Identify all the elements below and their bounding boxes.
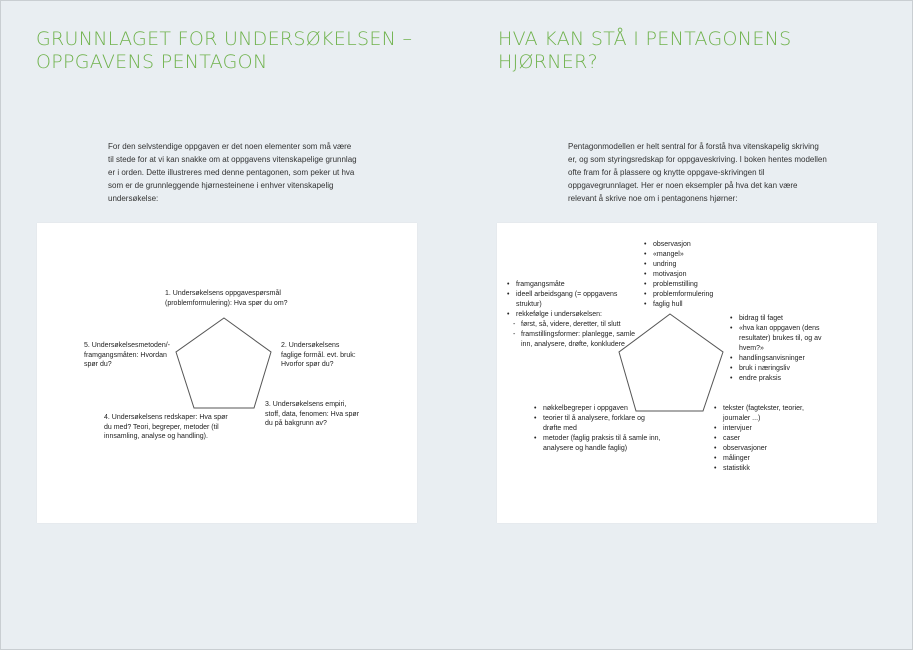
list-item: • endre praksis — [730, 374, 840, 384]
top-corner-list — [644, 240, 744, 310]
list-item: • caser — [714, 434, 824, 444]
list-item: • teorier til å analysere, forklare og drøfte med — [534, 414, 662, 434]
list-item: • observasjon — [644, 240, 744, 250]
heading-left: GRUNNLAGET FOR UNDERSØKELSEN – OPPGAVENS PENTAGON — [36, 28, 413, 73]
list-item: • problemformulering — [644, 290, 744, 300]
intro-text-right: Pentagonmodellen er helt sentral for å forstå hva vitenskapelig skriving er, og som styringsredskap for oppgaveskriving. I boken hentes modellen ofte fram for å plassere og knytte oppgave-skrivingen til oppgavegrunnlaget. Her er noen eksempler på hva det kan være relevant å skrive noe om i pentagonens hjørner: — [568, 142, 827, 203]
list-item: • undring — [644, 260, 744, 270]
list-item: • målinger — [714, 454, 824, 464]
corner-2-label: 2. Undersøkelsens faglige formål. evt. bruk: Hvorfor spør du? — [281, 342, 356, 368]
heading-right: HVA KAN STÅ I PENTAGONENS HJØRNER? — [498, 28, 792, 73]
corner-1-label: 1. Undersøkelsens oppgavespørsmål (problemformulering): Hva spør du om? — [165, 290, 288, 307]
list-item: • intervjuer — [714, 424, 824, 434]
list-item: • faglig hull — [644, 300, 744, 310]
intro-text-left: For den selvstendige oppgaven er det noen elementer som må være til stede for at vi kan snakke om at oppgavens vitenskapelige grunnlag er i orden. Dette illustreres med denne pentagonen, som peker ut hva som er de grunnleggende hjørnesteinene i enhver vitenskapelig undersøkelse: — [108, 142, 357, 203]
list-item: • bruk i næringsliv — [730, 364, 840, 374]
pentagon-shape-left — [37, 223, 417, 523]
list-item: • framgangsmåte — [507, 280, 635, 290]
corner-3-label: 3. Undersøkelsens empiri, stoff, data, fenomen: Hva spør du på bakgrunn av? — [265, 401, 360, 427]
corner-4-label: 4. Undersøkelsens redskaper: Hva spør du med? Teori, begreper, metoder (til innsamling, analyse og handling). — [104, 414, 228, 440]
bottom-right-corner-list — [714, 404, 824, 474]
list-item: • observasjoner — [714, 444, 824, 454]
list-item: • motivasjon — [644, 270, 744, 280]
list-item: • «mangel» — [644, 250, 744, 260]
corner-5-label: 5. Undersøkelsesmetoden/-framgangsmåten: Hvordan spør du? — [84, 342, 170, 368]
list-item: • «hva kan oppgaven (dens resultater) brukes til, og av hvem?» — [730, 324, 840, 354]
list-item: • statistikk — [714, 464, 824, 474]
list-item: • tekster (fagtekster, teorier, journaler ...) — [714, 404, 824, 424]
list-item: • metoder (faglig praksis til å samle inn, analysere og handle faglig) — [534, 434, 662, 454]
pentagon-panel-left — [37, 223, 417, 523]
list-sub-item: - framstillingsformer: planlegge, samle inn, analysere, drøfte, konkludere — [513, 330, 635, 350]
right-corner-list — [730, 314, 840, 384]
list-item: • ideell arbeidsgang (= oppgavens struktur) — [507, 290, 635, 310]
pentagon-panel-right — [497, 223, 877, 523]
list-item: • nøkkelbegreper i oppgaven — [534, 404, 662, 414]
list-sub-item: - først, så, videre, deretter, til slutt — [513, 320, 635, 330]
bottom-left-corner-list — [534, 404, 662, 454]
list-item: • bidrag til faget — [730, 314, 840, 324]
list-item: • rekkefølge i undersøkelsen: — [507, 310, 635, 320]
list-item: • problemstilling — [644, 280, 744, 290]
left-corner-list — [507, 280, 635, 350]
list-item: • handlingsanvisninger — [730, 354, 840, 364]
